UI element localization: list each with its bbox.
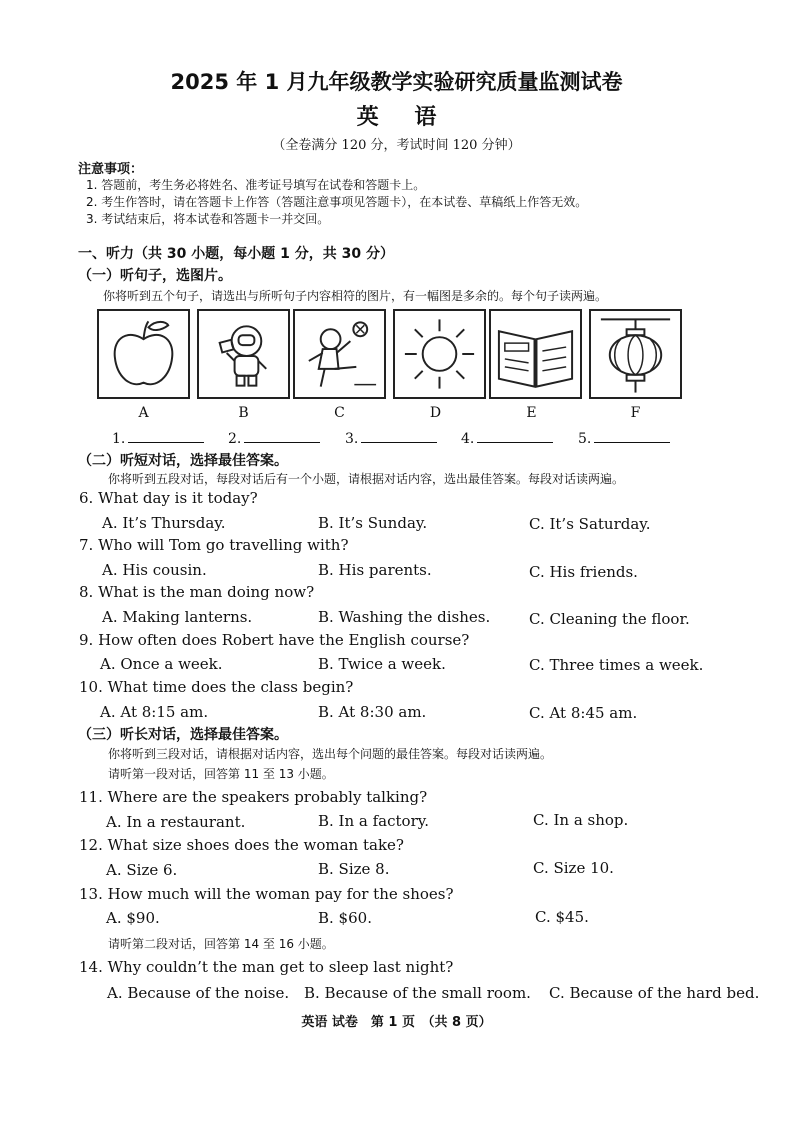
question: 10. What time does the class begin? xyxy=(79,678,354,696)
blank-number: 1. xyxy=(112,431,126,447)
picture-a xyxy=(97,309,190,399)
question: 13. How much will the woman pay for the shoes? xyxy=(79,885,454,903)
option-c[interactable]: C. $45. xyxy=(535,908,589,926)
answer-blank[interactable] xyxy=(578,430,670,447)
option-c[interactable]: C. It’s Saturday. xyxy=(529,515,651,533)
option-a[interactable]: A. Making lanterns. xyxy=(102,608,253,626)
option-c[interactable]: C. Size 10. xyxy=(533,859,614,877)
option-b[interactable]: B. Size 8. xyxy=(318,860,390,878)
option-c[interactable]: C. Cleaning the floor. xyxy=(529,610,690,628)
option-a[interactable]: A. Because of the noise. xyxy=(107,984,290,1002)
question: 6. What day is it today? xyxy=(79,489,258,507)
option-a[interactable]: A. $90. xyxy=(106,909,160,927)
astronaut-icon xyxy=(199,311,288,397)
question: 8. What is the man doing now? xyxy=(79,583,315,601)
subject-title: 英 语 xyxy=(356,105,451,130)
option-b[interactable]: B. Because of the small room. xyxy=(304,984,531,1002)
picture-f xyxy=(589,309,682,399)
picture-b xyxy=(197,309,290,399)
exam-title: 2025 年 1 月九年级教学实验研究质量监测试卷 xyxy=(170,70,623,94)
option-c[interactable]: C. Three times a week. xyxy=(529,656,704,674)
option-c[interactable]: C. His friends. xyxy=(529,563,638,581)
apple-icon xyxy=(99,311,188,397)
exam-meta: （全卷满分 120 分，考试时间 120 分钟） xyxy=(272,138,521,153)
book-icon xyxy=(491,311,580,397)
lantern-icon xyxy=(591,311,680,397)
option-a[interactable]: A. His cousin. xyxy=(102,561,207,579)
option-b[interactable]: B. $60. xyxy=(318,909,372,927)
picture-label: C xyxy=(334,405,345,421)
option-a[interactable]: A. In a restaurant. xyxy=(106,813,246,831)
option-c[interactable]: C. Because of the hard bed. xyxy=(549,984,760,1002)
blank-number: 3. xyxy=(345,431,359,447)
notice-item: 1. 答题前，考生务必将姓名、准考证号填写在试卷和答题卡上。 xyxy=(86,178,426,192)
question: 14. Why couldn’t the man get to sleep last night? xyxy=(79,958,454,976)
blank-number: 5. xyxy=(578,431,592,447)
sub-instruction: 请听第二段对话，回答第 14 至 16 小题。 xyxy=(108,937,334,951)
answer-blank[interactable] xyxy=(345,430,437,447)
option-c[interactable]: C. At 8:45 am. xyxy=(529,704,638,722)
answer-blank[interactable] xyxy=(228,430,320,447)
picture-c xyxy=(293,309,386,399)
option-a[interactable]: A. Once a week. xyxy=(100,655,223,673)
part-instruction: 你将听到五个句子，请选出与所听句子内容相符的图片，有一幅图是多余的。每个句子读两遍。 xyxy=(103,289,608,303)
question: 9. How often does Robert have the English course? xyxy=(79,631,470,649)
part-instruction: 你将听到三段对话，请根据对话内容，选出每个问题的最佳答案。每段对话读两遍。 xyxy=(108,747,553,761)
section-heading: 一、听力（共 30 小题，每小题 1 分，共 30 分） xyxy=(78,246,394,262)
option-a[interactable]: A. Size 6. xyxy=(106,861,178,879)
sun-icon xyxy=(395,311,484,397)
question: 7. Who will Tom go travelling with? xyxy=(79,536,349,554)
picture-e xyxy=(489,309,582,399)
part-heading: （一）听句子，选图片。 xyxy=(78,268,232,284)
blank-number: 4. xyxy=(461,431,475,447)
option-b[interactable]: B. Twice a week. xyxy=(318,655,446,673)
option-b[interactable]: B. In a factory. xyxy=(318,812,429,830)
question: 12. What size shoes does the woman take? xyxy=(79,836,404,854)
page-footer: 英语 试卷 第 1 页 （共 8 页） xyxy=(301,1015,492,1030)
option-b[interactable]: B. At 8:30 am. xyxy=(318,703,427,721)
part-heading: （三）听长对话，选择最佳答案。 xyxy=(78,727,288,743)
sub-instruction: 请听第一段对话，回答第 11 至 13 小题。 xyxy=(108,767,334,781)
notice-item: 3. 考试结束后，将本试卷和答题卡一并交回。 xyxy=(86,212,330,226)
answer-blank[interactable] xyxy=(112,430,204,447)
blank-number: 2. xyxy=(228,431,242,447)
option-a[interactable]: A. It’s Thursday. xyxy=(102,514,226,532)
option-b[interactable]: B. It’s Sunday. xyxy=(318,514,428,532)
part-instruction: 你将听到五段对话，每段对话后有一个小题，请根据对话内容，选出最佳答案。每段对话读两遍。 xyxy=(108,472,625,486)
notice-item: 2. 考生作答时，请在答题卡上作答（答题注意事项见答题卡），在本试卷、草稿纸上作答无效。 xyxy=(86,195,588,209)
option-a[interactable]: A. At 8:15 am. xyxy=(100,703,209,721)
option-b[interactable]: B. His parents. xyxy=(318,561,432,579)
picture-label: A xyxy=(138,405,149,421)
part-heading: （二）听短对话，选择最佳答案。 xyxy=(78,453,288,469)
picture-d xyxy=(393,309,486,399)
picture-label: B xyxy=(238,405,249,421)
soccer-player-icon xyxy=(295,311,384,397)
question: 11. Where are the speakers probably talking? xyxy=(79,788,428,806)
option-b[interactable]: B. Washing the dishes. xyxy=(318,608,491,626)
picture-label: F xyxy=(630,405,641,421)
option-c[interactable]: C. In a shop. xyxy=(533,811,629,829)
picture-label: D xyxy=(429,405,442,421)
answer-blank[interactable] xyxy=(461,430,553,447)
picture-label: E xyxy=(526,405,537,421)
notice-heading: 注意事项： xyxy=(78,162,144,177)
